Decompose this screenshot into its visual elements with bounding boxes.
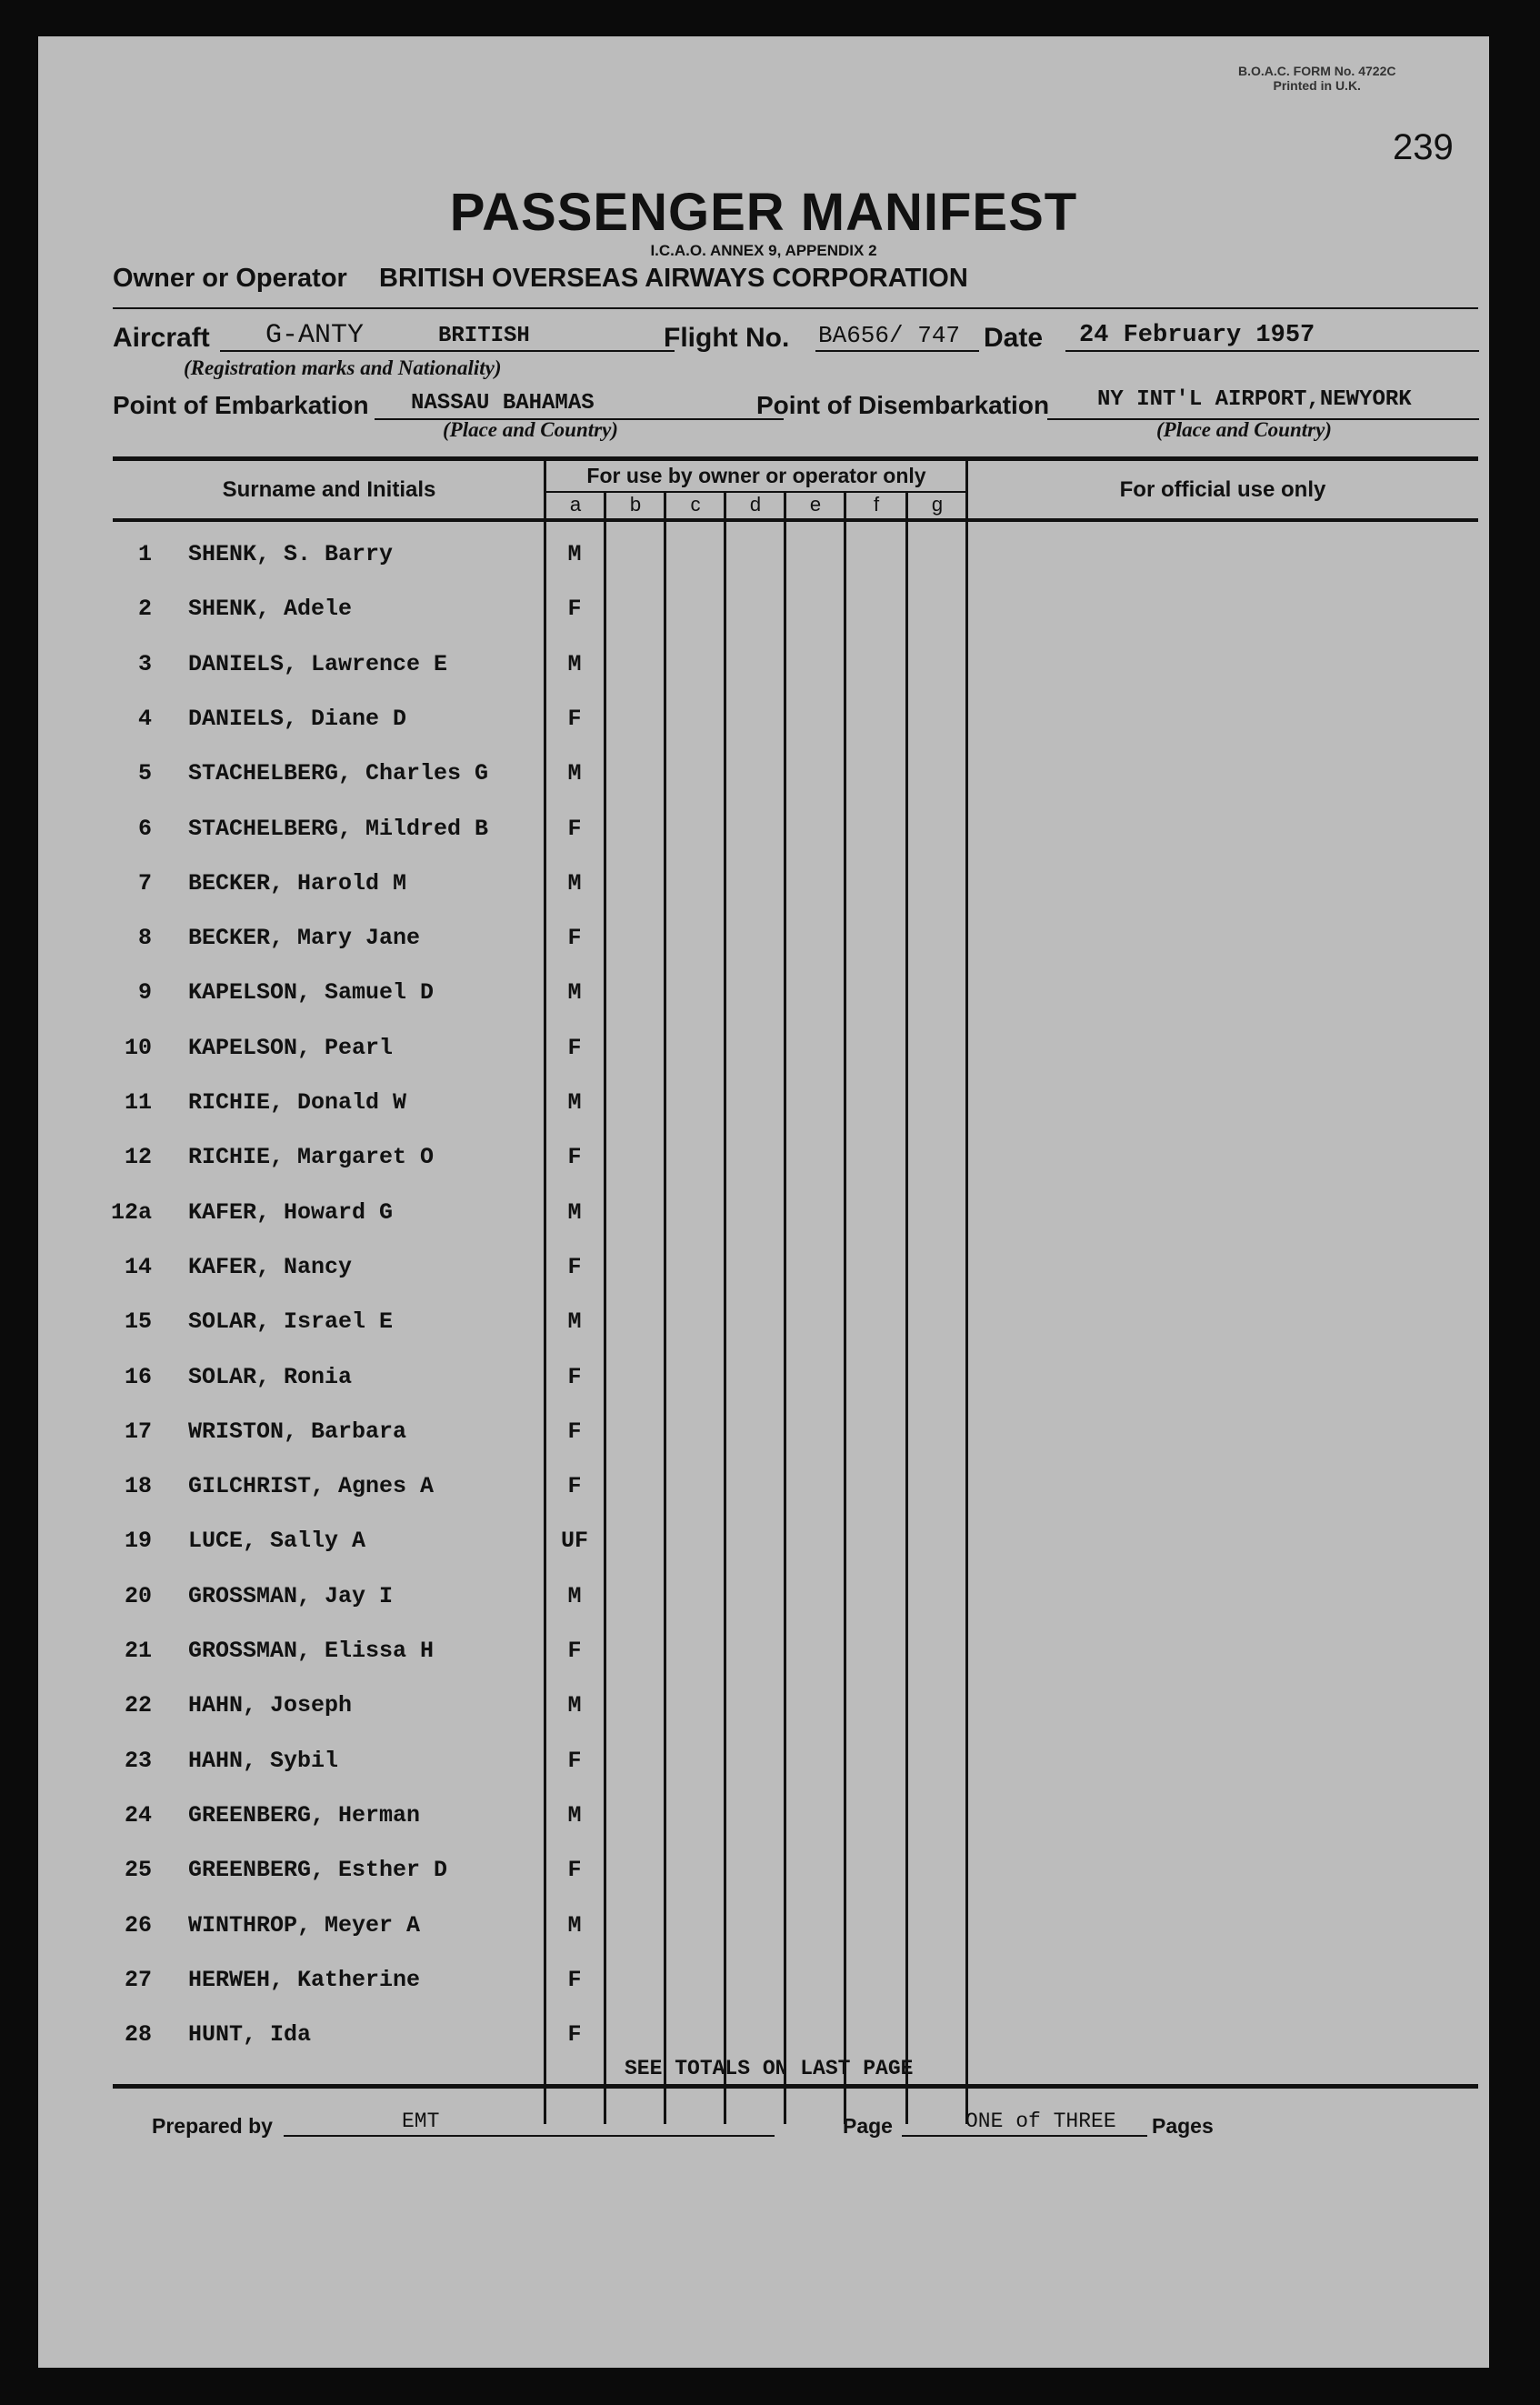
passenger-name: GROSSMAN, Elissa H <box>188 1638 435 1664</box>
flight-field <box>815 350 979 352</box>
row-number: 4 <box>137 706 152 732</box>
passenger-name: WRISTON, Barbara <box>188 1418 407 1445</box>
date-field <box>1065 350 1479 352</box>
row-number: 15 <box>124 1308 152 1335</box>
table-top-rule <box>113 456 1478 461</box>
passenger-name: KAFER, Howard G <box>188 1199 394 1226</box>
passenger-sex: F <box>567 1254 582 1280</box>
col-divider-name <box>544 456 546 2124</box>
passenger-sex: F <box>567 1144 582 1170</box>
row-number: 7 <box>137 870 152 897</box>
row-number: 26 <box>124 1912 152 1939</box>
col-f-header: f <box>873 493 880 516</box>
passenger-sex: M <box>567 541 582 567</box>
col-a-header: a <box>569 493 582 516</box>
row-number: 28 <box>124 2021 152 2048</box>
row-number: 21 <box>124 1638 152 1664</box>
passenger-name: LUCE, Sally A <box>188 1528 366 1554</box>
printed-in: Printed in U.K. <box>1273 78 1361 93</box>
manifest-page <box>38 36 1489 2368</box>
passenger-name: DANIELS, Diane D <box>188 706 407 732</box>
passenger-sex: F <box>567 1638 582 1664</box>
passenger-name: SOLAR, Israel E <box>188 1308 394 1335</box>
passenger-sex: M <box>567 1308 582 1335</box>
passenger-sex: M <box>567 1199 582 1226</box>
passenger-sex: F <box>567 2021 582 2048</box>
passenger-sex: M <box>567 979 582 1006</box>
aircraft-label: Aircraft <box>113 323 210 353</box>
passenger-name: HUNT, Ida <box>188 2021 312 2048</box>
row-number: 10 <box>124 1035 152 1061</box>
page-field <box>902 2135 1147 2137</box>
page-of-value: ONE of THREE <box>965 2109 1116 2133</box>
passenger-sex: M <box>567 870 582 897</box>
owner-label: Owner or Operator <box>113 264 347 293</box>
row-number: 8 <box>137 925 152 951</box>
table-header-rule <box>113 518 1478 522</box>
passenger-sex: UF <box>560 1528 588 1554</box>
table-bottom-rule <box>113 2084 1478 2089</box>
row-number: 14 <box>124 1254 152 1280</box>
date-label: Date <box>984 323 1044 353</box>
passenger-name: RICHIE, Margaret O <box>188 1144 435 1170</box>
row-number: 11 <box>124 1089 152 1116</box>
row-number: 6 <box>137 816 152 842</box>
passenger-sex: M <box>567 1912 582 1939</box>
passenger-name: HAHN, Joseph <box>188 1692 353 1719</box>
col-divider-e <box>844 491 846 2124</box>
row-number: 27 <box>124 1967 152 1993</box>
row-number: 25 <box>124 1857 152 1883</box>
passenger-sex: F <box>567 1857 582 1883</box>
passenger-name: STACHELBERG, Mildred B <box>188 816 489 842</box>
page-subtitle: I.C.A.O. ANNEX 9, APPENDIX 2 <box>650 242 877 259</box>
disembark-value: NY INT'L AIRPORT,NEWYORK <box>1097 387 1412 412</box>
owner-value: BRITISH OVERSEAS AIRWAYS CORPORATION <box>379 264 968 293</box>
owner-divider <box>113 307 1478 309</box>
passenger-sex: F <box>567 1035 582 1061</box>
col-divider-b <box>664 491 666 2124</box>
col-c-header: c <box>690 493 701 516</box>
passenger-name: BECKER, Harold M <box>188 870 407 897</box>
pages-label: Pages <box>1152 2114 1214 2138</box>
row-number: 5 <box>137 760 152 787</box>
row-number: 12a <box>110 1199 152 1226</box>
passenger-sex: M <box>567 1583 582 1609</box>
page-title: PASSENGER MANIFEST <box>449 183 1078 242</box>
passenger-name: KAFER, Nancy <box>188 1254 353 1280</box>
passenger-name: BECKER, Mary Jane <box>188 925 421 951</box>
passenger-sex: M <box>567 1692 582 1719</box>
passenger-name: HERWEH, Katherine <box>188 1967 421 1993</box>
embark-caption: (Place and Country) <box>443 418 618 441</box>
disembark-label: Point of Disembarkation <box>756 391 1050 419</box>
totals-note: SEE TOTALS ON LAST PAGE <box>625 2057 914 2080</box>
embark-label: Point of Embarkation <box>113 391 369 419</box>
passenger-sex: F <box>567 1364 582 1390</box>
passenger-name: SHENK, S. Barry <box>188 541 394 567</box>
passenger-sex: F <box>567 925 582 951</box>
form-code-line: B.O.A.C. FORM No. 4722C <box>1238 64 1396 78</box>
passenger-sex: F <box>567 706 582 732</box>
passenger-name: DANIELS, Lawrence E <box>188 651 448 677</box>
col-g-header: g <box>931 493 944 516</box>
row-number: 1 <box>137 541 152 567</box>
row-number: 19 <box>124 1528 152 1554</box>
row-number: 20 <box>124 1583 152 1609</box>
row-number: 2 <box>137 596 152 622</box>
prepared-value: EMT <box>402 2109 440 2133</box>
passenger-name: STACHELBERG, Charles G <box>188 760 489 787</box>
row-number: 9 <box>137 979 152 1006</box>
col-divider-f <box>905 491 908 2124</box>
col-d-header: d <box>749 493 762 516</box>
embark-value: NASSAU BAHAMAS <box>411 391 595 416</box>
row-number: 18 <box>124 1473 152 1499</box>
passenger-name: WINTHROP, Meyer A <box>188 1912 421 1939</box>
prepared-field <box>284 2135 775 2137</box>
passenger-sex: M <box>567 651 582 677</box>
date-value: 24 February 1957 <box>1079 322 1315 349</box>
passenger-name: GILCHRIST, Agnes A <box>188 1473 435 1499</box>
col-e-header: e <box>809 493 822 516</box>
passenger-name: HAHN, Sybil <box>188 1748 339 1774</box>
col-divider-official <box>965 456 968 2124</box>
passenger-sex: F <box>567 1967 582 1993</box>
row-number: 23 <box>124 1748 152 1774</box>
passenger-name: GREENBERG, Herman <box>188 1802 421 1829</box>
passenger-name: KAPELSON, Samuel D <box>188 979 435 1006</box>
passenger-name: RICHIE, Donald W <box>188 1089 407 1116</box>
passenger-sex: M <box>567 760 582 787</box>
owner-use-header: For use by owner or operator only <box>586 464 926 487</box>
row-number: 24 <box>124 1802 152 1829</box>
official-use-header: For official use only <box>1119 477 1326 502</box>
passenger-name: GREENBERG, Esther D <box>188 1857 448 1883</box>
col-name-header: Surname and Initials <box>222 477 436 502</box>
flight-value: BA656/ 747 <box>818 322 961 349</box>
col-b-header: b <box>629 493 642 516</box>
page-label: Page <box>843 2114 893 2138</box>
aircraft-caption: (Registration marks and Nationality) <box>184 356 502 379</box>
col-divider-d <box>784 491 786 2124</box>
passenger-sex: F <box>567 596 582 622</box>
page-number: 239 <box>1393 127 1454 167</box>
form-code <box>1238 64 1395 93</box>
aircraft-reg: G-ANTY <box>265 320 365 351</box>
passenger-name: KAPELSON, Pearl <box>188 1035 394 1061</box>
passenger-name: GROSSMAN, Jay I <box>188 1583 394 1609</box>
passenger-sex: F <box>567 1473 582 1499</box>
passenger-sex: F <box>567 1748 582 1774</box>
col-divider-c <box>724 491 726 2124</box>
row-number: 22 <box>124 1692 152 1719</box>
disembark-caption: (Place and Country) <box>1156 418 1332 441</box>
row-number: 3 <box>137 651 152 677</box>
row-number: 12 <box>124 1144 152 1170</box>
passenger-sex: F <box>567 1418 582 1445</box>
row-number: 16 <box>124 1364 152 1390</box>
passenger-name: SHENK, Adele <box>188 596 353 622</box>
aircraft-nationality: BRITISH <box>438 324 530 348</box>
prepared-label: Prepared by <box>152 2114 273 2138</box>
passenger-sex: M <box>567 1802 582 1829</box>
passenger-name: SOLAR, Ronia <box>188 1364 353 1390</box>
passenger-sex: F <box>567 816 582 842</box>
col-divider-a <box>604 491 606 2124</box>
row-number: 17 <box>124 1418 152 1445</box>
flight-label: Flight No. <box>664 323 790 353</box>
passenger-sex: M <box>567 1089 582 1116</box>
